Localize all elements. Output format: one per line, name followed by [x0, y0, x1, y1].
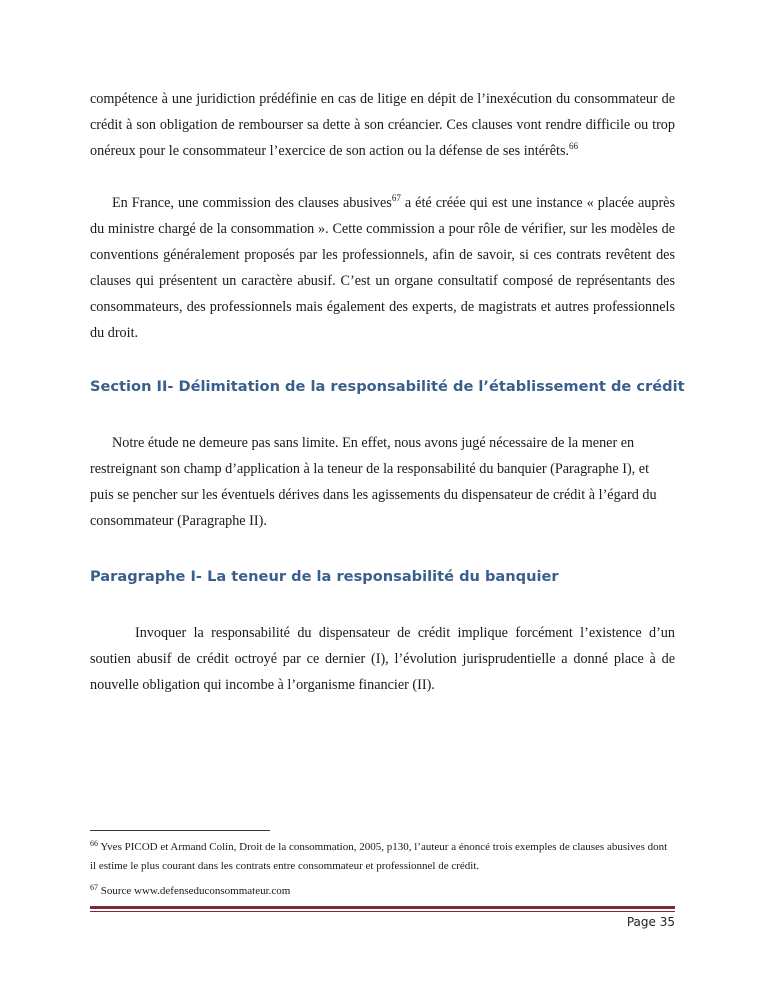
footer-rule-thin — [90, 911, 675, 912]
paragraph-invoquer: Invoquer la responsabilité du dispensateur de crédit implique forcément l’existence d’un soutien abusif de crédit octroyé par ce dernier (I), l’évolution jurisprudentielle a donné place à de nouvelle obligation qui incombe à l’organisme financier (II). — [90, 625, 675, 693]
footer-rule-thick — [90, 906, 675, 909]
paragraph-competence — [90, 86, 675, 164]
footnote-text: Yves PICOD et Armand Colin, Droit de la consommation, 2005, p130, l’auteur a énoncé trois exemples de clauses abusives dont il estime le plus courant dans les contrats entre consommateur et professionnel de crédit. — [90, 841, 668, 872]
paragraph-text: a été créée qui est une instance « placée auprès du ministre chargé de la consommation ». Cette commission a pour rôle de vérifier, sur les modèles de conventions généralement proposés par les professionnels, afin de savoir, si ces contrats revêtent des clauses qui présentent un caractère abusif. C’est un organe consultatif composé de représentants des consommateurs, des professionnels mais également des experts, de magistrats et autres professionnels du droit. — [90, 195, 675, 341]
footnote-67 — [90, 882, 675, 901]
section-heading: Section II- Délimitation de la responsabilité de l’établissement de crédit — [90, 378, 685, 395]
footnote-separator — [90, 830, 270, 831]
footnote-number: 66 — [90, 839, 98, 848]
page-number: Page 35 — [626, 915, 675, 929]
footnote-text: Source www.defenseduconsommateur.com — [98, 885, 291, 897]
footnote-ref-67: 67 — [391, 193, 401, 203]
paragraph-commission — [90, 190, 675, 346]
paragraph-text: En France, une commission des clauses abusives — [112, 195, 392, 211]
paragraph-text: compétence à une juridiction prédéfinie en cas de litige en dépit de l’inexécution du consommateur de crédit à son obligation de rembourser sa dette à son créancier. Ces clauses vont rendre difficile ou trop onéreux pour le consommateur l’exercice de son action ou la défense de ses intérêts. — [90, 91, 675, 159]
footnote-66 — [90, 838, 675, 876]
footnote-number: 67 — [90, 883, 98, 892]
paragraph-heading: Paragraphe I- La teneur de la responsabilité du banquier — [90, 568, 559, 585]
paragraph-etude: Notre étude ne demeure pas sans limite. En effet, nous avons jugé nécessaire de la mener en restreignant son champ d’application à la teneur de la responsabilité du banquier (Paragraphe I), et puis se pencher sur les éventuels dérives dans les agissements du dispensateur de crédit à l’égard du consommateur (Paragraphe II). — [90, 435, 657, 529]
footnote-ref-66: 66 — [569, 141, 579, 151]
